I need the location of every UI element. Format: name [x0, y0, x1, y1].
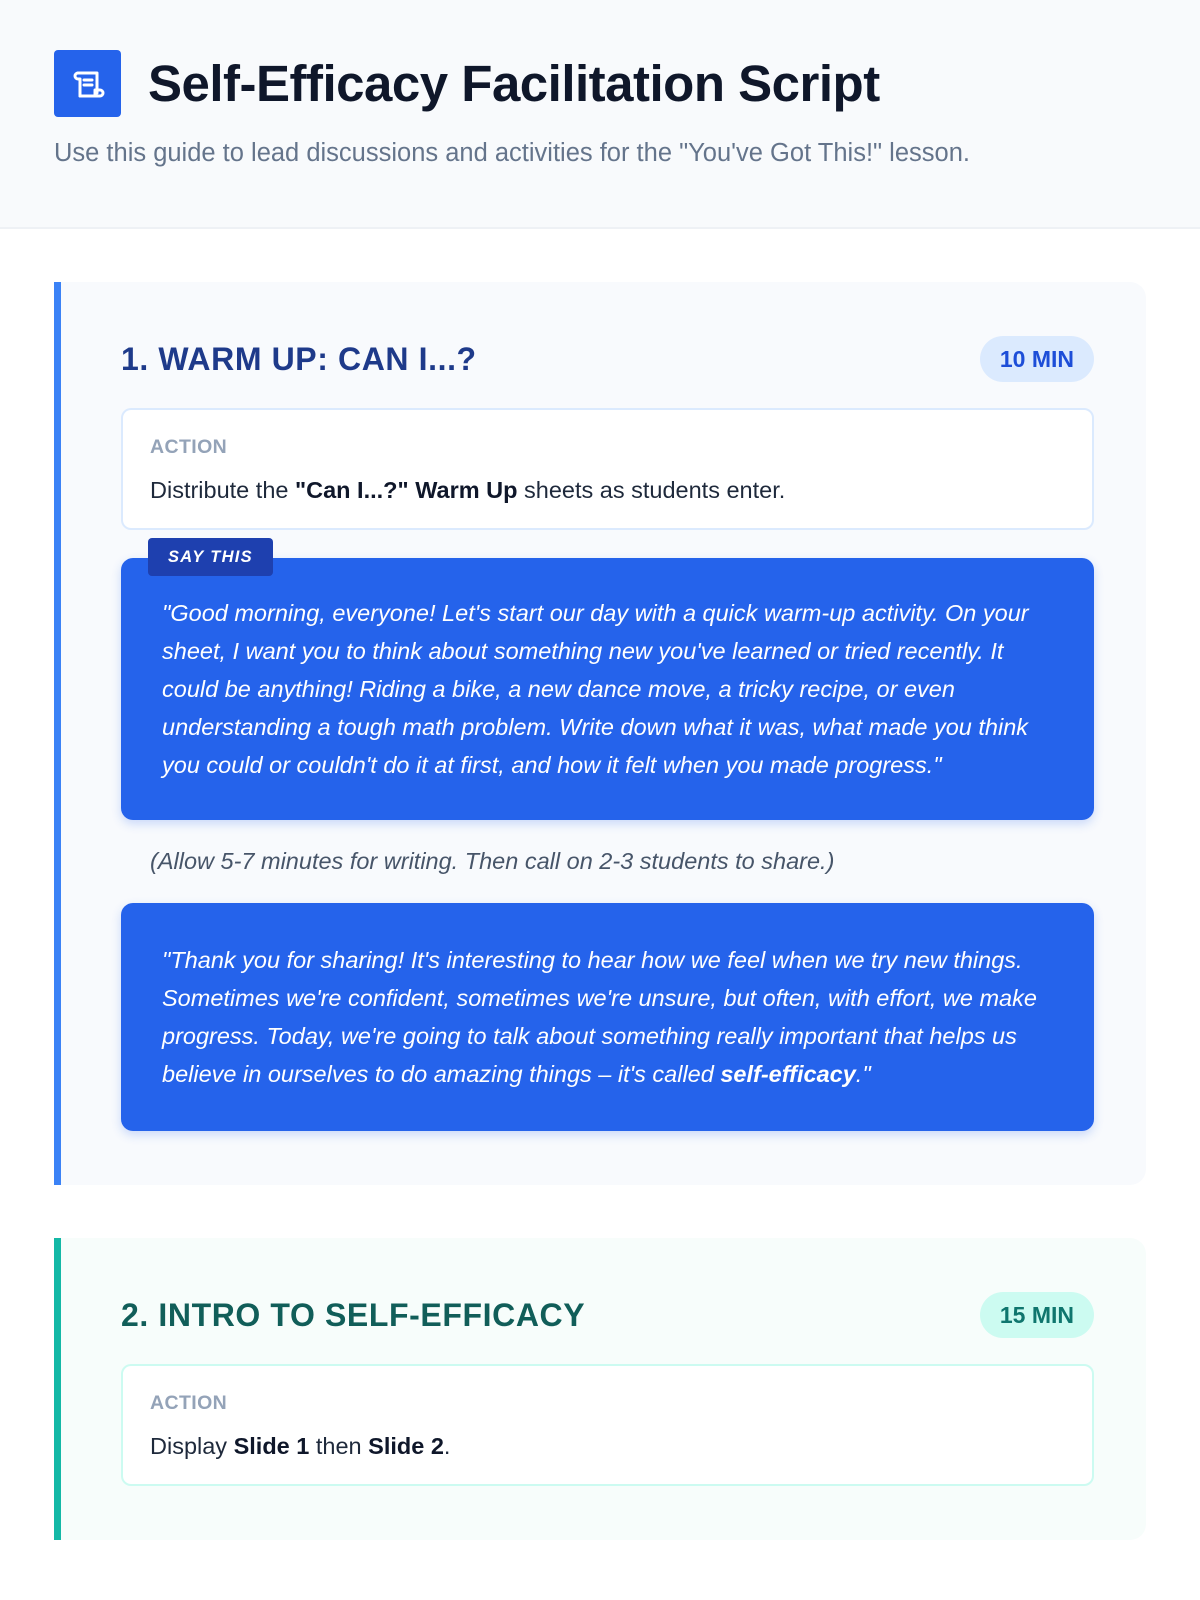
- action-box: [121, 408, 1094, 530]
- action-text-part: .: [443, 1433, 451, 1459]
- facilitator-note: (Allow 5-7 minutes for writing. Then call on 2-3 students to share.): [150, 848, 835, 874]
- time-badge: 10 MIN: [980, 336, 1094, 382]
- section-intro-self-efficacy: [54, 1238, 1146, 1540]
- action-text: [150, 1433, 1065, 1460]
- script-quote: "Good morning, everyone! Let's start our day with a quick warm-up activity. On your sheet, I want you to think about something new you've learned or tried recently. It could be anything! Riding a bike, a new dance move, a tricky recipe, or even understanding a tough math problem. Write down what it was, what made you think you could or couldn't do it at first, and how it felt when you made progress.": [121, 558, 1094, 820]
- section-header: [121, 336, 1094, 382]
- action-label: ACTION: [150, 436, 228, 458]
- scroll-icon: [54, 50, 121, 117]
- say-this-block: [121, 547, 1094, 820]
- action-text-part: Distribute the: [150, 477, 295, 503]
- quote-part: "Thank you for sharing! It's interesting to hear how we feel when we try new things. Sometimes we're confident, sometimes we're unsure, but often, with effort, we make progress. Today, we're going to talk about something really important that helps us believe in ourselves to do amazing things – it's called: [162, 947, 1037, 1087]
- action-box: [121, 1364, 1094, 1486]
- action-text-emphasis: Slide 1: [233, 1433, 310, 1459]
- section-header: [121, 1292, 1094, 1338]
- quote-emphasis: self-efficacy: [720, 1061, 856, 1087]
- action-text: [150, 477, 1065, 504]
- action-text-emphasis: "Can I...?" Warm Up: [294, 477, 518, 503]
- action-text-part: then: [309, 1433, 369, 1459]
- script-content: [0, 229, 1200, 1540]
- action-text-part: Display: [150, 1433, 234, 1459]
- action-text-emphasis: Slide 2: [368, 1433, 444, 1459]
- action-label: ACTION: [150, 1392, 228, 1414]
- time-badge: 15 MIN: [980, 1292, 1094, 1338]
- page-subtitle: Use this guide to lead discussions and activities for the "You've Got This!" lesson.: [54, 139, 970, 167]
- action-text-part: sheets as students enter.: [517, 477, 786, 503]
- title-row: [54, 50, 1146, 117]
- say-this-tag: SAY THIS: [148, 538, 273, 576]
- section-title: 1. WARM UP: CAN I...?: [121, 340, 477, 377]
- page-header: [0, 0, 1200, 229]
- page-title: Self-Efficacy Facilitation Script: [148, 55, 880, 112]
- section-warm-up: [54, 282, 1146, 1185]
- script-quote: [121, 903, 1094, 1131]
- section-title: 2. INTRO TO SELF-EFFICACY: [121, 1296, 586, 1333]
- quote-part: .": [855, 1061, 871, 1087]
